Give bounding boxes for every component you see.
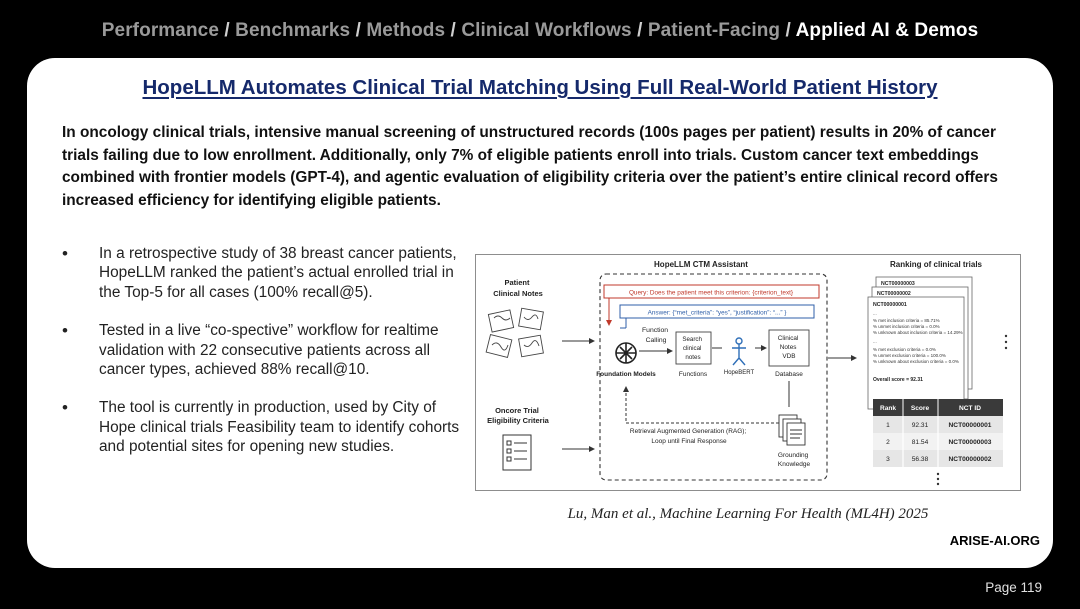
doc-card-id: NCT00000002 (877, 291, 911, 297)
table-cell: 81.54 (911, 439, 929, 446)
page-number: Page 119 (985, 580, 1042, 595)
doc-line: % unknown about exclusion criteria = 0.0% (873, 359, 959, 364)
bullet-item: • In a retrospective study of 38 breast cancer patients, HopeLLM ranked the patient’s actual enrolled trial in the Top-5 for all cases (100% recall@5). (62, 244, 462, 302)
table-cell: 1 (886, 422, 890, 429)
figure-caption: Lu, Man et al., Machine Learning For Health (ML4H) 2025 (567, 506, 929, 522)
breadcrumb-item: Clinical Workflows (461, 20, 632, 41)
breadcrumb-item: Methods (366, 20, 446, 41)
bullet-list (62, 244, 462, 476)
table-cell: 56.38 (911, 456, 929, 463)
table-cell: 2 (886, 439, 890, 446)
patient-notes-label: Patient Clinical Notes (493, 278, 543, 298)
table-cell: 3 (886, 456, 890, 463)
functions-label: Functions (678, 371, 708, 378)
intro-paragraph: In oncology clinical trials, intensive manual screening of unstructured records (100s pages per patient) results in 20% of cancer trials failing due to low enrollment. Additionally, only 7% of eligible patients enroll into trials. Custom cancer text embeddings combined with frontier models (GPT-4), and agentic evaluation of eligibility criteria over the patient’s entire clinical record offers increased efficiency for identifying eligible patients. (62, 124, 998, 209)
workflow-figure (475, 254, 1021, 491)
doc-line: % unknown about inclusion criteria = 14.29% (873, 330, 963, 335)
criteria-checklist-icon (503, 435, 531, 470)
slide-card (27, 58, 1053, 568)
slide-title: HopeLLM Automates Clinical Trial Matching Using Full Real-World Patient History (142, 76, 938, 99)
grounding-docs-icon (779, 415, 805, 445)
function-calling-label: Function Calling (642, 327, 669, 344)
oncore-label: Oncore Trial Eligibility Criteria (487, 406, 549, 425)
table-header: Score (910, 405, 930, 412)
more-cards-ellipsis (1005, 335, 1007, 349)
table-header: Rank (879, 405, 897, 412)
hopebert-icon (732, 338, 746, 365)
table-header: NCT ID (959, 405, 981, 412)
database-label: Database (775, 371, 803, 378)
query-text: Query: Does the patient meet this criterion: {criterion_text} (628, 289, 794, 297)
vdb-box: Clinical Notes VDB (777, 335, 799, 360)
site-url: ARISE-AI.ORG (949, 533, 1040, 548)
openai-logo-icon (616, 343, 636, 363)
grounding-label: Grounding Knowledge (777, 452, 811, 468)
doc-card-id: NCT00000001 (873, 302, 907, 308)
answer-text: Answer: {“met_criteria”: “yes”, “justification”: “...” } (647, 309, 787, 317)
table-cell: NCT00000003 (948, 439, 992, 446)
bullet-item: • Tested in a live “co-spective” workflow for realtime validation with 22 consecutive patients across all cancer types, achieved 88% recall@10. (62, 321, 462, 379)
rag-label: Retrieval Augmented Generation (RAG); Loop until Final Response (629, 428, 747, 445)
ranking-title: Ranking of clinical trials (889, 260, 983, 269)
hopebert-label: HopeBERT (723, 370, 755, 376)
overall-score: Overall score = 92.31 (873, 377, 923, 383)
assistant-title: HopeLLM CTM Assistant (654, 260, 748, 269)
doc-line: % met inclusion criteria = 85.71% (873, 318, 940, 323)
breadcrumb-item: Benchmarks (235, 20, 351, 41)
doc-line: % unmet inclusion criteria = 0.0% (873, 324, 940, 329)
doc-line: % unmet exclusion criteria = 100.0% (873, 353, 946, 358)
search-notes-box: Search clinical notes (682, 336, 702, 361)
breadcrumb-item: Performance (101, 20, 220, 41)
table-cell: 92.31 (911, 422, 929, 429)
doc-line: % met exclusion criteria = 0.0% (873, 347, 936, 352)
more-rows-ellipsis (937, 473, 939, 485)
breadcrumb: Performance / Benchmarks / Methods / Clinical Workflows / Patient-Facing / Applied AI & Demos (101, 20, 979, 41)
clinical-notes-icon (486, 308, 543, 357)
bullet-item: • The tool is currently in production, used by City of Hope clinical trials Feasibility team to identify cohorts and potential sites for opening new studies. (62, 398, 462, 456)
breadcrumb-current: Applied AI & Demos (795, 20, 979, 41)
table-cell: NCT00000002 (948, 456, 992, 463)
breadcrumb-item: Patient-Facing (647, 20, 781, 41)
table-cell: NCT00000001 (948, 422, 992, 429)
doc-line: ... (873, 339, 877, 344)
doc-card-id: NCT00000003 (881, 281, 915, 287)
ranking-table (873, 399, 1003, 485)
doc-line: ... (873, 311, 877, 316)
foundation-label: Foundation Models (596, 371, 656, 378)
